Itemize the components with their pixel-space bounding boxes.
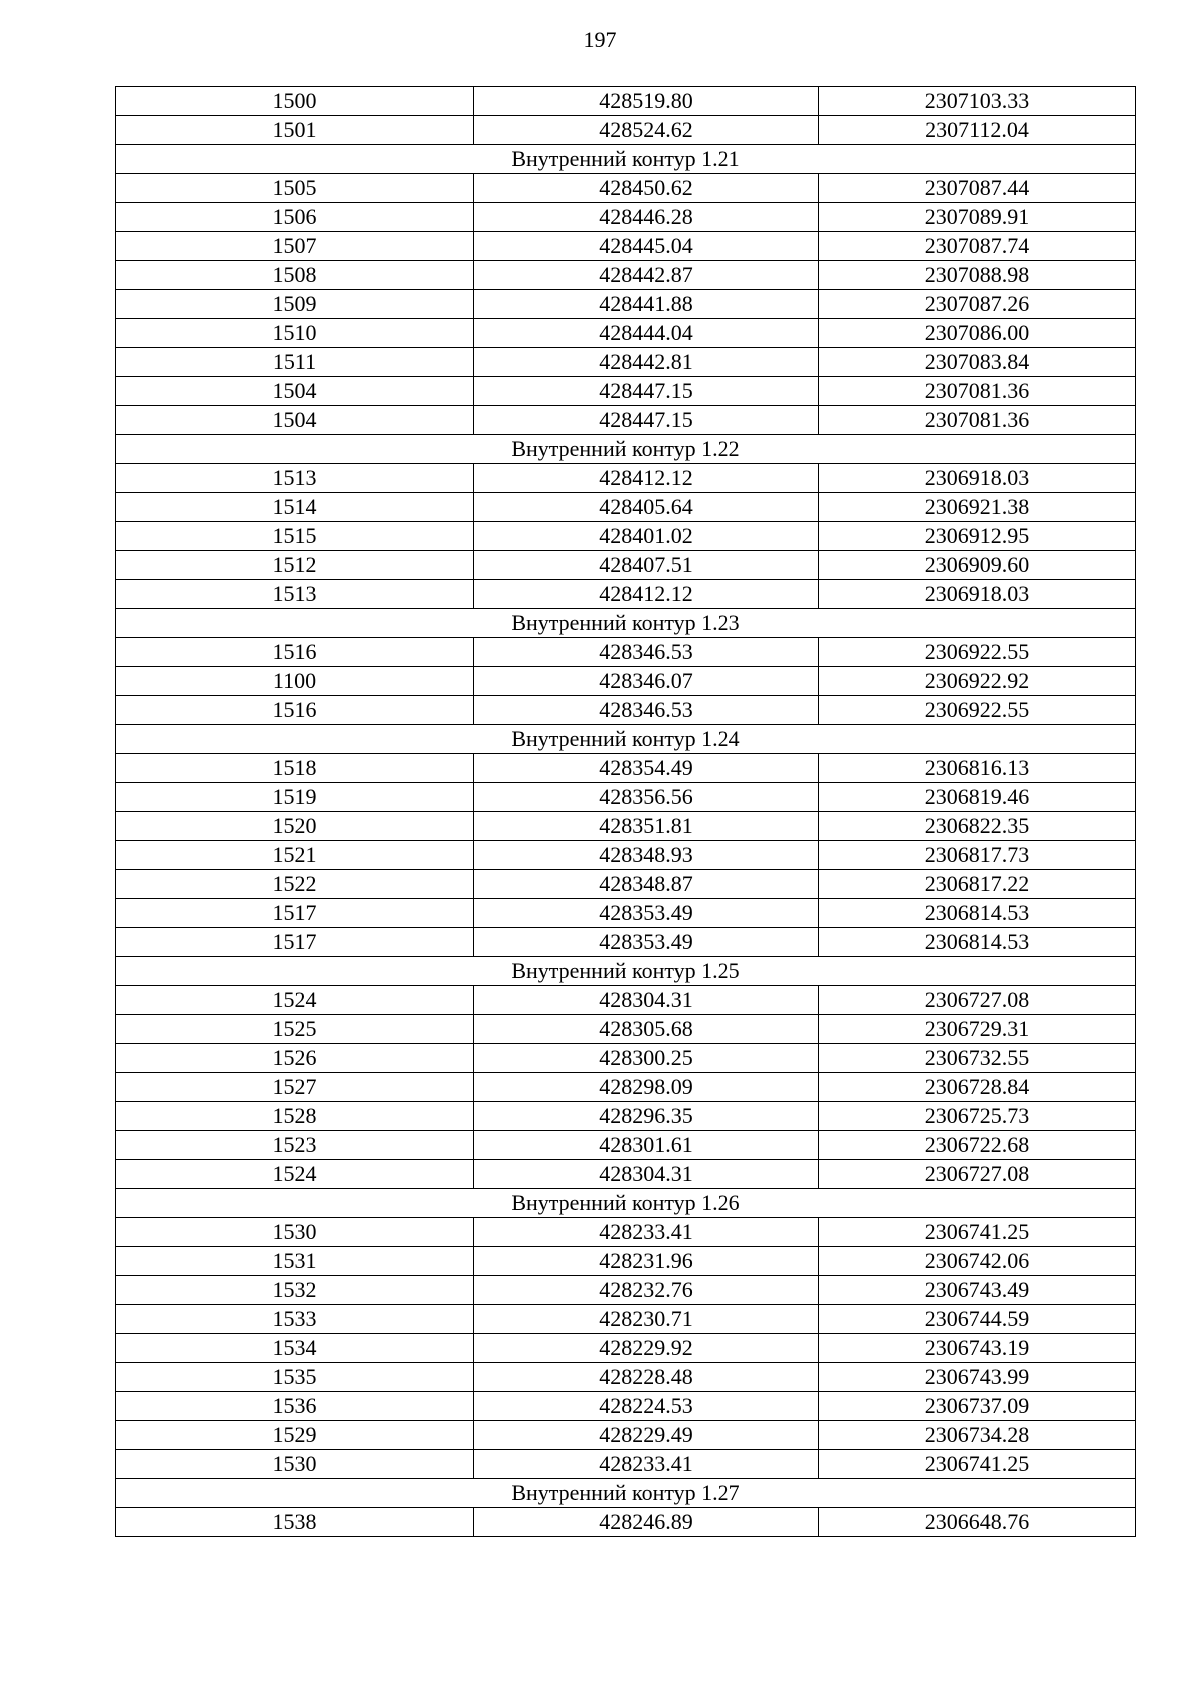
x-coordinate-cell: 428353.49	[474, 928, 819, 957]
point-number-cell: 1511	[116, 348, 474, 377]
x-coordinate-cell: 428446.28	[474, 203, 819, 232]
y-coordinate-cell: 2306817.73	[819, 841, 1136, 870]
table-row	[116, 1218, 1136, 1247]
table-row	[116, 754, 1136, 783]
y-coordinate-cell: 2307103.33	[819, 87, 1136, 116]
point-number-cell: 1513	[116, 580, 474, 609]
y-coordinate-cell: 2306912.95	[819, 522, 1136, 551]
y-coordinate-cell: 2306918.03	[819, 580, 1136, 609]
contour-title: Внутренний контур 1.23	[116, 609, 1136, 638]
point-number-cell: 1506	[116, 203, 474, 232]
table-row	[116, 580, 1136, 609]
y-coordinate-cell: 2307086.00	[819, 319, 1136, 348]
y-coordinate-cell: 2306918.03	[819, 464, 1136, 493]
y-coordinate-cell: 2306814.53	[819, 928, 1136, 957]
table-row	[116, 1392, 1136, 1421]
table-row	[116, 522, 1136, 551]
point-number-cell: 1538	[116, 1508, 474, 1537]
x-coordinate-cell: 428229.92	[474, 1334, 819, 1363]
table-row	[116, 493, 1136, 522]
point-number-cell: 1523	[116, 1131, 474, 1160]
table-row	[116, 1508, 1136, 1537]
table-row	[116, 1131, 1136, 1160]
table-row	[116, 1247, 1136, 1276]
table-row	[116, 1276, 1136, 1305]
y-coordinate-cell: 2306816.13	[819, 754, 1136, 783]
x-coordinate-cell: 428233.41	[474, 1218, 819, 1247]
point-number-cell: 1524	[116, 1160, 474, 1189]
point-number-cell: 1518	[116, 754, 474, 783]
x-coordinate-cell: 428300.25	[474, 1044, 819, 1073]
table-row	[116, 1305, 1136, 1334]
x-coordinate-cell: 428229.49	[474, 1421, 819, 1450]
x-coordinate-cell: 428228.48	[474, 1363, 819, 1392]
x-coordinate-cell: 428304.31	[474, 986, 819, 1015]
contour-header-row	[116, 435, 1136, 464]
y-coordinate-cell: 2307083.84	[819, 348, 1136, 377]
point-number-cell: 1526	[116, 1044, 474, 1073]
point-number-cell: 1528	[116, 1102, 474, 1131]
y-coordinate-cell: 2306732.55	[819, 1044, 1136, 1073]
contour-title: Внутренний контур 1.27	[116, 1479, 1136, 1508]
table-row	[116, 986, 1136, 1015]
point-number-cell: 1509	[116, 290, 474, 319]
point-number-cell: 1535	[116, 1363, 474, 1392]
point-number-cell: 1504	[116, 406, 474, 435]
table-row	[116, 232, 1136, 261]
y-coordinate-cell: 2306729.31	[819, 1015, 1136, 1044]
point-number-cell: 1507	[116, 232, 474, 261]
point-number-cell: 1504	[116, 377, 474, 406]
table-row	[116, 551, 1136, 580]
y-coordinate-cell: 2306741.25	[819, 1450, 1136, 1479]
point-number-cell: 1510	[116, 319, 474, 348]
table-row	[116, 116, 1136, 145]
y-coordinate-cell: 2307087.74	[819, 232, 1136, 261]
x-coordinate-cell: 428524.62	[474, 116, 819, 145]
x-coordinate-cell: 428442.87	[474, 261, 819, 290]
y-coordinate-cell: 2306722.68	[819, 1131, 1136, 1160]
point-number-cell: 1508	[116, 261, 474, 290]
x-coordinate-cell: 428233.41	[474, 1450, 819, 1479]
y-coordinate-cell: 2306728.84	[819, 1073, 1136, 1102]
point-number-cell: 1532	[116, 1276, 474, 1305]
table-row	[116, 1363, 1136, 1392]
x-coordinate-cell: 428445.04	[474, 232, 819, 261]
table-row	[116, 348, 1136, 377]
table-row	[116, 464, 1136, 493]
x-coordinate-cell: 428356.56	[474, 783, 819, 812]
coordinates-table-body	[116, 87, 1136, 1537]
table-row	[116, 667, 1136, 696]
point-number-cell: 1529	[116, 1421, 474, 1450]
y-coordinate-cell: 2306743.49	[819, 1276, 1136, 1305]
point-number-cell: 1530	[116, 1218, 474, 1247]
point-number-cell: 1530	[116, 1450, 474, 1479]
point-number-cell: 1501	[116, 116, 474, 145]
point-number-cell: 1515	[116, 522, 474, 551]
table-row	[116, 406, 1136, 435]
x-coordinate-cell: 428407.51	[474, 551, 819, 580]
x-coordinate-cell: 428230.71	[474, 1305, 819, 1334]
point-number-cell: 1534	[116, 1334, 474, 1363]
contour-header-row	[116, 1479, 1136, 1508]
x-coordinate-cell: 428447.15	[474, 406, 819, 435]
point-number-cell: 1525	[116, 1015, 474, 1044]
table-row	[116, 174, 1136, 203]
point-number-cell: 1505	[116, 174, 474, 203]
x-coordinate-cell: 428519.80	[474, 87, 819, 116]
x-coordinate-cell: 428298.09	[474, 1073, 819, 1102]
y-coordinate-cell: 2306922.55	[819, 696, 1136, 725]
x-coordinate-cell: 428353.49	[474, 899, 819, 928]
contour-title: Внутренний контур 1.26	[116, 1189, 1136, 1218]
table-row	[116, 1102, 1136, 1131]
y-coordinate-cell: 2306921.38	[819, 493, 1136, 522]
y-coordinate-cell: 2307087.44	[819, 174, 1136, 203]
point-number-cell: 1513	[116, 464, 474, 493]
y-coordinate-cell: 2306648.76	[819, 1508, 1136, 1537]
x-coordinate-cell: 428346.53	[474, 696, 819, 725]
point-number-cell: 1522	[116, 870, 474, 899]
x-coordinate-cell: 428346.53	[474, 638, 819, 667]
table-row	[116, 87, 1136, 116]
y-coordinate-cell: 2307088.98	[819, 261, 1136, 290]
point-number-cell: 1514	[116, 493, 474, 522]
y-coordinate-cell: 2307081.36	[819, 377, 1136, 406]
x-coordinate-cell: 428304.31	[474, 1160, 819, 1189]
table-row	[116, 638, 1136, 667]
y-coordinate-cell: 2306909.60	[819, 551, 1136, 580]
y-coordinate-cell: 2306922.92	[819, 667, 1136, 696]
y-coordinate-cell: 2306727.08	[819, 1160, 1136, 1189]
table-row	[116, 377, 1136, 406]
coordinates-table	[115, 86, 1136, 1537]
table-row	[116, 1073, 1136, 1102]
x-coordinate-cell: 428305.68	[474, 1015, 819, 1044]
table-row	[116, 1160, 1136, 1189]
table-row	[116, 290, 1136, 319]
table-row	[116, 1044, 1136, 1073]
y-coordinate-cell: 2306741.25	[819, 1218, 1136, 1247]
x-coordinate-cell: 428444.04	[474, 319, 819, 348]
x-coordinate-cell: 428412.12	[474, 464, 819, 493]
y-coordinate-cell: 2306727.08	[819, 986, 1136, 1015]
table-row	[116, 1421, 1136, 1450]
y-coordinate-cell: 2306822.35	[819, 812, 1136, 841]
page-number: 197	[583, 27, 617, 52]
x-coordinate-cell: 428232.76	[474, 1276, 819, 1305]
contour-title: Внутренний контур 1.24	[116, 725, 1136, 754]
point-number-cell: 1524	[116, 986, 474, 1015]
contour-title: Внутренний контур 1.22	[116, 435, 1136, 464]
y-coordinate-cell: 2307087.26	[819, 290, 1136, 319]
table-row	[116, 899, 1136, 928]
point-number-cell: 1517	[116, 928, 474, 957]
contour-header-row	[116, 609, 1136, 638]
x-coordinate-cell: 428301.61	[474, 1131, 819, 1160]
y-coordinate-cell: 2307112.04	[819, 116, 1136, 145]
point-number-cell: 1521	[116, 841, 474, 870]
y-coordinate-cell: 2306814.53	[819, 899, 1136, 928]
table-row	[116, 319, 1136, 348]
point-number-cell: 1500	[116, 87, 474, 116]
x-coordinate-cell: 428348.87	[474, 870, 819, 899]
table-row	[116, 1015, 1136, 1044]
y-coordinate-cell: 2306819.46	[819, 783, 1136, 812]
y-coordinate-cell: 2306922.55	[819, 638, 1136, 667]
x-coordinate-cell: 428296.35	[474, 1102, 819, 1131]
y-coordinate-cell: 2307081.36	[819, 406, 1136, 435]
contour-header-row	[116, 1189, 1136, 1218]
table-row	[116, 928, 1136, 957]
x-coordinate-cell: 428224.53	[474, 1392, 819, 1421]
y-coordinate-cell: 2306734.28	[819, 1421, 1136, 1450]
table-row	[116, 1450, 1136, 1479]
point-number-cell: 1100	[116, 667, 474, 696]
contour-title: Внутренний контур 1.21	[116, 145, 1136, 174]
x-coordinate-cell: 428354.49	[474, 754, 819, 783]
y-coordinate-cell: 2306817.22	[819, 870, 1136, 899]
table-row	[116, 841, 1136, 870]
contour-header-row	[116, 725, 1136, 754]
y-coordinate-cell: 2306737.09	[819, 1392, 1136, 1421]
x-coordinate-cell: 428405.64	[474, 493, 819, 522]
y-coordinate-cell: 2306744.59	[819, 1305, 1136, 1334]
point-number-cell: 1520	[116, 812, 474, 841]
x-coordinate-cell: 428401.02	[474, 522, 819, 551]
table-row	[116, 812, 1136, 841]
point-number-cell: 1517	[116, 899, 474, 928]
point-number-cell: 1512	[116, 551, 474, 580]
table-row	[116, 1334, 1136, 1363]
y-coordinate-cell: 2306743.99	[819, 1363, 1136, 1392]
point-number-cell: 1536	[116, 1392, 474, 1421]
x-coordinate-cell: 428441.88	[474, 290, 819, 319]
y-coordinate-cell: 2306742.06	[819, 1247, 1136, 1276]
table-row	[116, 203, 1136, 232]
y-coordinate-cell: 2306743.19	[819, 1334, 1136, 1363]
x-coordinate-cell: 428447.15	[474, 377, 819, 406]
x-coordinate-cell: 428442.81	[474, 348, 819, 377]
x-coordinate-cell: 428246.89	[474, 1508, 819, 1537]
contour-title: Внутренний контур 1.25	[116, 957, 1136, 986]
x-coordinate-cell: 428412.12	[474, 580, 819, 609]
point-number-cell: 1533	[116, 1305, 474, 1334]
y-coordinate-cell: 2306725.73	[819, 1102, 1136, 1131]
table-row	[116, 870, 1136, 899]
x-coordinate-cell: 428231.96	[474, 1247, 819, 1276]
point-number-cell: 1516	[116, 696, 474, 725]
contour-header-row	[116, 957, 1136, 986]
point-number-cell: 1527	[116, 1073, 474, 1102]
point-number-cell: 1519	[116, 783, 474, 812]
point-number-cell: 1516	[116, 638, 474, 667]
x-coordinate-cell: 428348.93	[474, 841, 819, 870]
point-number-cell: 1531	[116, 1247, 474, 1276]
x-coordinate-cell: 428450.62	[474, 174, 819, 203]
table-row	[116, 696, 1136, 725]
y-coordinate-cell: 2307089.91	[819, 203, 1136, 232]
table-row	[116, 783, 1136, 812]
x-coordinate-cell: 428346.07	[474, 667, 819, 696]
table-row	[116, 261, 1136, 290]
contour-header-row	[116, 145, 1136, 174]
x-coordinate-cell: 428351.81	[474, 812, 819, 841]
